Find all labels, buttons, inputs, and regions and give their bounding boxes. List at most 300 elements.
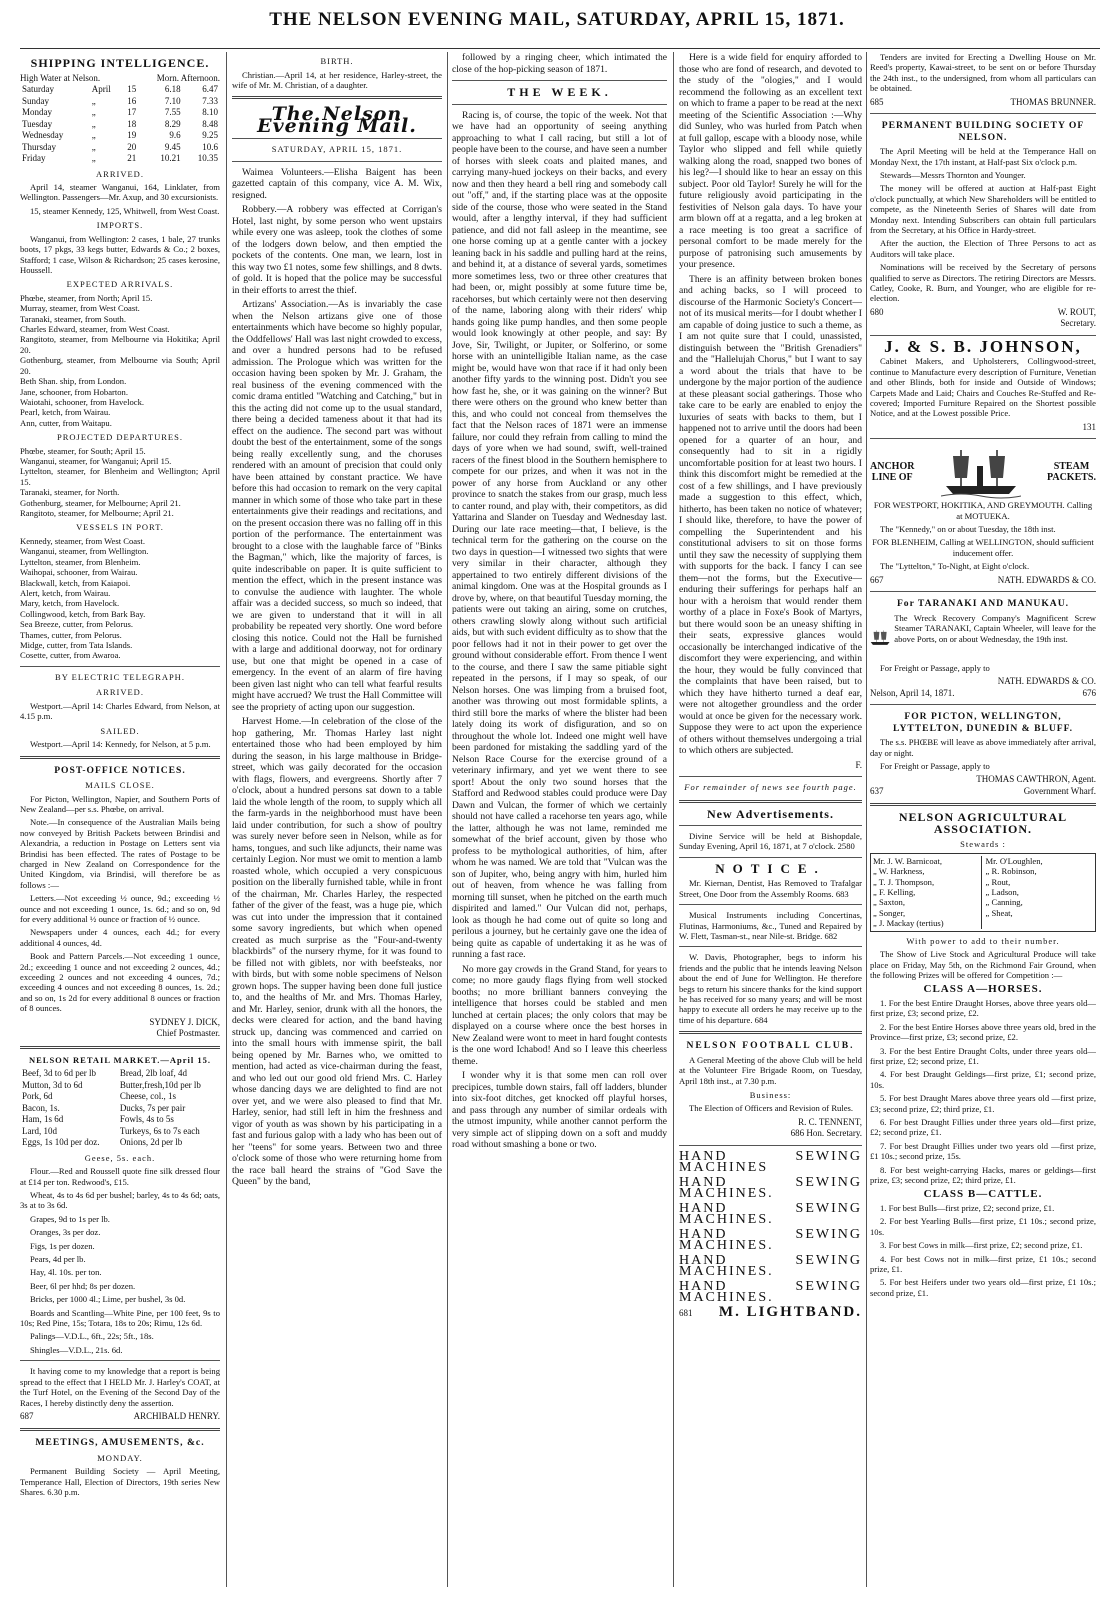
tide-cell: April bbox=[91, 84, 111, 94]
stewards-heading: Stewards : bbox=[960, 839, 1006, 850]
football-heading: NELSON FOOTBALL CLUB. bbox=[686, 1040, 855, 1052]
article-signature: F. bbox=[855, 759, 862, 770]
cattle-prizes bbox=[870, 1203, 1096, 1298]
henry-signature: ARCHIBALD HENRY. bbox=[133, 1410, 220, 1421]
sewing-machines-ad bbox=[679, 1148, 862, 1306]
the-week-heading: THE WEEK. bbox=[507, 85, 612, 99]
divider bbox=[232, 138, 442, 139]
vessel-item: Alert, ketch, from Wairau. bbox=[20, 588, 111, 598]
tide-cell: Friday bbox=[22, 153, 46, 163]
tide-cell: Monday bbox=[22, 107, 52, 117]
show-announcement: The Show of Live Stock and Agricultural Produce will take place on Friday, May 5th, on the Richmond Fair Ground, when the following Prizes will be offered for Competition :— bbox=[870, 949, 1096, 980]
vessel-item: Lyttelton, steamer, from Blenheim. bbox=[20, 556, 141, 567]
anchor-left bbox=[870, 461, 914, 484]
cattle-prize: 3. For best Cows in milk—first prize, £2; second prize, £1. bbox=[880, 1240, 1083, 1251]
market-cell: Eggs, 1s 10d per doz. bbox=[22, 1137, 100, 1148]
arrived-item: 15, steamer Kennedy, 125, Whitwell, from West Coast. bbox=[30, 205, 220, 216]
market-line: Oranges, 3s per doz. bbox=[30, 1227, 101, 1238]
imports-heading: IMPORTS. bbox=[96, 220, 144, 231]
pbs-auditors: After the auction, the Election of Three Persons to act as Auditors will take place. bbox=[870, 238, 1096, 259]
tenders-signature: THOMAS BRUNNER. bbox=[1010, 96, 1096, 107]
expected-item: Jane, schooner, from Hobarton. bbox=[20, 386, 129, 397]
sewing-machine-line: HAND SEWING MACHINES bbox=[679, 1148, 862, 1176]
steward-name: „ Saxton, bbox=[873, 897, 905, 908]
steward-name: „ Canning, bbox=[985, 897, 1023, 908]
divider bbox=[20, 666, 220, 667]
johnson-number: 131 bbox=[1082, 421, 1096, 432]
tide-cell: Wednesday bbox=[22, 130, 64, 140]
tide-cell: „ bbox=[91, 153, 96, 163]
market-cell: Lard, 10d bbox=[22, 1125, 57, 1136]
article-paragraph: Racing is, of course, the topic of the week. Not that we have had an opportunity of seeing anything approaching to what I call racing, but still a lot of people have been to the course, and have seen a number of horses with sleek coats and plaited manes, and carrying many-hued jockeys on their backs, and every now and then they heard a bell ring and somebody call out "off," and, if the starting place was at the opposite side of the course, those who were seated in the Stand would, after a lengthy interval, if they had sufficient patience, and did not fall asleep in the meantime, see one horse coming up at a gentle canter with a jockey leaning back in his saddle and pulling hard at the reins, and behind it, at a distance of several yards, sometimes more sometimes less, two or three other creatures that had been, or, might possibly at some future time be, racehorses, but which certainly were not then deserving of the name, laboring along with their riders' whip hands going like pump handles, and then some people would look knowingly at other people, and say: By Jove, Sir, Twilight, or Jupiter, or Solferino, or some horse with an unintelligible Italian name, as the case might be, would have won that race if it had only been another fifty yards to the winning post. Didn't you see how fast he, she, or it was gaining on the winner? But there were others on the ground who knew better than this, and who could not conceal from themselves the fact that the Nelson races of 1871 were an immense failure, nor could they refrain from calling to mind the days of yore when we had sound, swift, well-trained racers of the finest blood in the Southern hemisphere to compete for our prizes, and when it was not in the power of any horse from Auckland or any other province to snatch the stakes from our grasp, much less to canter round, and play with, their competitors, as did Yattarina and Slander on Tuesday and Wednesday last. During our late race meeting—that, I believe, is the technical term for the gathering on the course on the two days in question—I witnessed two sights that were very similar in their character, although they appertained to two entirely different divisions of the animal kingdom. One was at the Hospital grounds as I drove by, where, on that beautiful Tuesday morning, the patients were out taking an airing, some on crutches, others crawling slowly along without such artificial aids, but with such evident difficulty as to show that the poor fellows had it not in their power to get over the ground without considerable effort. From thence I went to the course, and there I saw the same pitiable sight repeated in the persons, if I may so speak, of our Nelson horses. One was limping from a bruised foot, another was throwing out most formidable splints, a third still bore the marks of where the blister had been lately doing its work of disfiguration, and so on throughout the whole lot. Indeed one might well have been pardoned for mistaking the saddling yard of the Nelson Race Course for the exercise ground of a veterinary infirmary, and yet we went there to see sport! About the only two sound horses that the Stafford and Redwood stables could produce were Day Dawn and Vulcan, the former of which we certainly should not have called a racehorse ten years ago, while the latter, although he was not lame, reminded me somewhat of the brief account, given by those who profess to be mythological authorities, of him, after whom he was named. We are told that "Vulcan was the son of Jupiter, who, being angry with him, hurled him out of heaven, from whence he was falling from morning till sunset, when he pitched on the earth much dispirited and lamed." Our Vulcan did not, perhaps, look as though he had come out of quite so long and perilous a journey, but he certainly gave one the idea of being quite as capable of undertaking it as he was of running a fast race. bbox=[452, 109, 667, 960]
meetings-heading: MEETINGS, AMUSEMENTS, &c. bbox=[35, 1437, 205, 1449]
blenheim-route: FOR BLENHEIM, Calling at WELLINGTON, should sufficient inducement offer. bbox=[872, 537, 1094, 558]
building-society-heading: PERMANENT BUILDING SOCIETY OF NELSON. bbox=[881, 120, 1085, 143]
market-row bbox=[20, 1114, 220, 1126]
letters-rate: Letters.—Not exceeding ½ ounce, 9d.; exceeding ½ ounce and not exceeding 1 ounce, 1s. 6d.; and so on, 9d for every additional ½ ounce or fraction of ½ ounce. bbox=[20, 893, 220, 925]
tide-cell: 9.6 bbox=[169, 130, 181, 140]
expected-item: Taranaki, steamer, from South. bbox=[20, 313, 126, 324]
column-divider bbox=[226, 52, 227, 1587]
new-ads-heading: New Advertisements. bbox=[707, 806, 834, 821]
vessel-item: Waihopai, schooner, from Wairau. bbox=[20, 567, 138, 578]
horse-prize: 8. For best weight-carrying Hacks, mares or geldings—first prize, £3; second prize, £2; third prize, £1. bbox=[870, 1164, 1096, 1185]
post-office-heading: POST-OFFICE NOTICES. bbox=[54, 764, 186, 776]
tide-cell: Saturday bbox=[22, 84, 54, 94]
the-week-article bbox=[452, 110, 667, 1151]
stewards-power: With power to add to their number. bbox=[906, 935, 1060, 946]
tide-cell: 21 bbox=[127, 153, 137, 163]
tide-cell: 7.10 bbox=[164, 95, 181, 106]
divider bbox=[20, 756, 220, 759]
vessels-heading: VESSELS IN PORT. bbox=[76, 522, 164, 533]
expected-item: Rangitoto, steamer, from Melbourne via Hokitika; April 20. bbox=[20, 334, 220, 355]
projected-heading: PROJECTED DEPARTURES. bbox=[57, 432, 183, 443]
tide-cell: 8.48 bbox=[202, 118, 218, 129]
johnson-ad: Cabinet Makers, and Upholsterers, Collingwood-street, continue to Manufacture every description of Furniture, Venetian and other Blinds, both for inside and Outside of Windows; Carpets Made and Laid; Chairs and Couches Re-Stuffed and Re-covered; Imported Furniture Repaired on the Shortest possible Notice, and at the Lowest possible Price. bbox=[870, 356, 1096, 419]
vessel-item: Kennedy, steamer, from West Coast. bbox=[20, 535, 145, 546]
postmaster-title: Chief Postmaster. bbox=[156, 1028, 220, 1039]
top-rule bbox=[20, 48, 1100, 49]
expected-item: Murray, steamer, from West Coast. bbox=[20, 303, 140, 314]
vessel-item: Sea Breeze, cutter, from Pelorus. bbox=[20, 619, 134, 630]
market-cell: Butter,fresh,10d per lb bbox=[119, 1079, 201, 1090]
horse-prize: 7. For best Draught Fillies under two years old —first prize, £1 10s.; second prize, 15s. bbox=[870, 1140, 1096, 1162]
projected-item: Phœbe, steamer, for South; April 15. bbox=[20, 445, 146, 456]
divider bbox=[452, 80, 667, 81]
divine-service-ad: Divine Service will be held at Bishopdale, Sunday Evening, April 16, 1871, at 7 o'clock. 2580 bbox=[679, 831, 862, 852]
henry-signature-row bbox=[20, 1411, 220, 1423]
horse-prize: 4. For best Draught Geldings—first prize, £1; second prize, 10s. bbox=[870, 1069, 1096, 1090]
projected-item: Gothenburg, steamer, for Melbourne; April 21. bbox=[20, 497, 181, 508]
horse-prize: 1. For the best Entire Draught Horses, above three years old—first prize, £3; second prize, £2. bbox=[870, 997, 1096, 1019]
tide-cell: 10.6 bbox=[202, 141, 218, 152]
market-cell: Turkeys, 6s to 7s each bbox=[119, 1125, 200, 1136]
tide-row bbox=[20, 84, 220, 96]
market-cell: Fowls, 4s to 5s bbox=[119, 1114, 174, 1125]
expected-item: Ann, cutter, from Waitapu. bbox=[20, 417, 112, 428]
market-row bbox=[20, 1068, 220, 1080]
tide-row bbox=[20, 96, 220, 108]
market-line: Bricks, per 1000 4l.; Lime, per bushel, 3s 0d. bbox=[30, 1294, 186, 1305]
stewards-left bbox=[873, 856, 981, 929]
tel-sailed-heading: SAILED. bbox=[100, 725, 140, 736]
market-line: Figs, 1s per dozen. bbox=[30, 1240, 95, 1251]
tennent-name: R. C. TENNENT, bbox=[798, 1116, 862, 1127]
steward-name: „ J. Mackay (tertius) bbox=[873, 918, 944, 929]
expected-item: Charles Edward, steamer, from West Coast. bbox=[20, 324, 170, 335]
kiernan-ad: Mr. Kiernan, Dentist, Has Removed to Trafalgar Street, One Door from the Assembly Rooms. 683 bbox=[679, 878, 862, 899]
issue-date: SATURDAY, APRIL 15, 1871. bbox=[271, 144, 403, 155]
lightband-number: 681 bbox=[679, 1307, 693, 1318]
monday-text: Permanent Building Society — April Meeting, Temperance Hall, Election of Directors, 19th series New Shares. 6.30 p.m. bbox=[20, 1466, 220, 1498]
market-cell: Bread, 2lb loaf, 4d bbox=[119, 1068, 188, 1079]
tide-cell: 16 bbox=[127, 95, 137, 106]
expected-item: Phœbe, steamer, from North; April 15. bbox=[20, 292, 153, 303]
johnson-heading: J. & S. B. JOHNSON, bbox=[884, 336, 1082, 356]
tide-cell: Tuesday bbox=[22, 118, 53, 129]
sewing-machine-line: HAND SEWING MACHINES. bbox=[679, 1252, 862, 1280]
divider bbox=[870, 113, 1096, 114]
anchor-label: ANCHOR bbox=[870, 460, 915, 472]
tide-cell: 19 bbox=[127, 130, 137, 140]
steward-name: „ Songer, bbox=[873, 907, 906, 918]
westport-route: FOR WESTPORT, HOKITIKA, AND GREYMOUTH. Calling at MOTUEKA. bbox=[873, 500, 1093, 521]
steward-name: „ R. Robinson, bbox=[985, 866, 1037, 877]
article-paragraph: Harvest Home.—In celebration of the close of the hop gathering, Mr. Thomas Harley last night entertained those who had been employed by him during the season, in his large malthouse in Bridge-street, which was gaily decorated for the occasion with flags, flowers, and evergreens. Shortly after 7 o'clock, about a hundred persons sat down to a table laid the whole length of the room, to supply which all the farm-yards in the neighborhood must have been laid under contribution, for such a show of poultry was surely never before seen in Nelson, while as for hams, tongues, and such like adjuncts, their name was certainly Legion. Nor must we omit to mention a lamb roasted whole, which occupied a very conspicuous position on the liberally furnished table, while in front of the chairman, Mr. Charles Harley, the respected father of the giver of the feast, was a huge pie, which was cut into under the impression that it contained some savory ingredients, but which when opened created as much surprise as the "Four-and-twenty blackbirds" of the nursery rhyme, for it was found to be filled not with giblets, nor with beefsteaks, nor with birds, but with some noble specimens of Nelson grown hops. The supper having been done full justice to, and the healths of Mr. and Mrs. Thomas Harley, and Mr. Harley, senior, drunk with all the honors, the decks were cleared for action, and the band having struck up, dancing was commenced and carried on into the small hours with immense spirit, the ball being opened by Mr. Barnes who, we omitted to mention, had acted as vice-chairman during the feast, and who led out our good old friend Mrs. C. Harley whose dancing days we are delighted to find are not over yet, and we were also pleased to find that Mr. Harley, senior, had still left in him the freshness and vigor of youth as was shown by his participating in a fast and furious galop with a lady who has been out of her "teens" for some years. Between two and three o'clock some of those who were returning home from the race ball heard the strains of "God Save the Queen" by the band, bbox=[232, 716, 442, 1188]
edwards-name-2: NATH. EDWARDS & CO. bbox=[997, 676, 1096, 687]
tenders-number: 685 bbox=[870, 96, 884, 107]
tide-cell: 6.47 bbox=[202, 84, 218, 94]
divider bbox=[232, 96, 442, 99]
arrived-heading: ARRIVED. bbox=[96, 168, 144, 179]
horse-prize: 6. For best Draught Fillies under three years old—first prize, £2; second prize, £1. bbox=[870, 1116, 1096, 1138]
rout-name: W. ROUT, bbox=[1057, 306, 1096, 317]
mails-text: For Picton, Wellington, Napier, and Southern Ports of New Zealand—per s.s. Phœbe, on arrival. bbox=[20, 793, 220, 814]
cattle-prize: 5. For best Heifers under two years old—first prize, £1 10s.; second prize, £1. bbox=[870, 1277, 1096, 1298]
column-3 bbox=[452, 52, 667, 1587]
agricultural-heading: NELSON AGRICULTURAL ASSOCIATION. bbox=[898, 810, 1068, 836]
steward-name: „ W. Harkness, bbox=[873, 866, 925, 877]
birth-heading: BIRTH. bbox=[320, 56, 354, 66]
steward-name: „ T. J. Thompson, bbox=[873, 876, 935, 887]
market-heading: NELSON RETAIL MARKET.—April 15. bbox=[28, 1054, 212, 1065]
tide-cell: „ bbox=[91, 118, 96, 129]
divider bbox=[232, 161, 442, 162]
tide-cell: „ bbox=[91, 95, 96, 106]
cattle-prize: 4. For best Cows not in milk—first prize, £1 10s.; second prize, £1. bbox=[870, 1253, 1096, 1274]
tide-cell: 7.33 bbox=[202, 95, 218, 106]
pbs-stewards: Stewards—Messrs Thornton and Younger. bbox=[880, 169, 1026, 180]
tide-cell: „ bbox=[91, 141, 96, 152]
phoebe-freight: For Freight or Passage, apply to bbox=[880, 760, 990, 771]
henry-notice-number: 687 bbox=[20, 1410, 34, 1421]
musical-instruments-ad: Musical Instruments including Concertinas, Flutinas, Harmoniums, &c., Tuned and Repaired by W. Flett, Tasman-st., near Nile-st. Bridge. 682 bbox=[679, 910, 862, 941]
divider bbox=[870, 591, 1096, 592]
tide-cell: 20 bbox=[127, 141, 137, 152]
projected-item: Rangitoto, steamer, for Melbourne; April 21. bbox=[20, 508, 174, 519]
steward-name: „ Rout, bbox=[985, 876, 1011, 887]
rout-title: Secretary. bbox=[1060, 318, 1096, 329]
market-line: Grapes, 9d to 1s per lb. bbox=[30, 1213, 110, 1224]
tide-row bbox=[20, 130, 220, 142]
football-text: A General Meeting of the above Club will be held at the Volunteer Fire Brigade Room, on Tuesday, April 18th inst., at 7.30 p.m. bbox=[679, 1054, 862, 1086]
divider bbox=[20, 1046, 220, 1049]
packets-label: PACKETS. bbox=[1046, 472, 1096, 484]
anchor-right bbox=[1047, 461, 1096, 484]
business-text: The Election of Officers and Revision of Rules. bbox=[689, 1103, 854, 1114]
projected-list bbox=[20, 446, 220, 519]
market-table bbox=[20, 1068, 220, 1149]
pbs-auction: The money will be offered at auction at Half-past Eight o'clock punctually, at which New Shareholders will be entitled to compete, as the Nineteenth Series of Shares will date from Monday next. Intending Subscribers can obtain full particulars from the Secretary, at his Office in Hardy-street. bbox=[870, 183, 1096, 235]
tide-cell: 15 bbox=[127, 84, 137, 94]
pbs-nominations: Nominations will be received by the Secretary of persons qualified to serve as Directors. The retiring Directors are Messrs. Catley, Cooke, R. Burn, and Younger, who are eligible for re-election. bbox=[870, 262, 1096, 304]
tide-table bbox=[20, 84, 220, 165]
tide-cell: 10.21 bbox=[160, 153, 181, 163]
projected-item: Taranaki, steamer, for North. bbox=[20, 487, 120, 498]
tide-cell: 10.35 bbox=[197, 153, 218, 163]
steward-name: „ F. Kelling, bbox=[873, 887, 916, 898]
postage-note: Note.—In consequence of the Australian Mails being now conveyed by British Packets between Brindisi and Alexandria, a reduction in Postage on Letters sent via Brindisi has been effected. The rates of Postage to be charged in New Zealand on Correspondence for the United Kingdom, via Brindisi, will therefore be as follows :— bbox=[20, 817, 220, 890]
column-divider bbox=[866, 52, 867, 1587]
col4-article bbox=[679, 52, 862, 757]
divider bbox=[679, 825, 862, 826]
market-cell: Pork, 6d bbox=[22, 1091, 53, 1102]
steam-label: STEAM bbox=[1053, 460, 1090, 472]
tide-cell: 7.55 bbox=[164, 107, 181, 117]
anchor-line-header bbox=[870, 444, 1096, 500]
expected-item: Waiotahi, schooner, from Havelock. bbox=[20, 396, 145, 407]
market-row bbox=[20, 1080, 220, 1092]
article-paragraph: I wonder why it is that some men can roll over precipices, tumble down stairs, fall off ladders, blunder into six-foot ditches, get knocked off playful horses, and pass through any number of similar ordeals with the utmost impunity, while another cannot perform the very simple act of slipping down on a soft and muddy road without smashing a bone or two. bbox=[452, 1070, 667, 1150]
tide-cell: „ bbox=[91, 130, 96, 140]
hon-secretary: 686 Hon. Secretary. bbox=[790, 1128, 862, 1139]
imports-text: Wanganui, from Wellington: 2 cases, 1 bale, 27 trunks boots, 17 pkgs, 33 kegs butter, Edwards & Co.; 2 boxes, Stafford; 1 case, Wilson & Richardson; 25 cases kerosine, Houssell. bbox=[20, 233, 220, 275]
edwards-row bbox=[870, 575, 1096, 587]
arrived-list bbox=[20, 182, 220, 216]
vessel-item: Cosette, cutter, from Awaroa. bbox=[20, 650, 121, 661]
line-of-label: LINE OF bbox=[871, 472, 913, 484]
column-divider bbox=[673, 52, 674, 1587]
article-paragraph: Here is a wide field for enquiry afforded to those who are fond of research, and devoted to the study of the "ologies," and I would recommend the following as an excellent text on which to frame a paper to be read at the next meeting of the Scientific Association :—Why did Sunley, who was hurled from Patch when at full gallop, escape with a bloody nose, while Taylor who slipped and fell while quietly walking along the road, snapped two bones of his leg?—I should like to hear an essay on this subject. Poor old Taylor! Surely he will for the future religiously avoid participating in the festivities of Nelson gala days. To have your arm blown off at a regatta, and a leg broken at a race meeting is too great a sacrifice of personal comfort to be made merely for the purpose of patronising such amusements by your presence. bbox=[679, 52, 862, 270]
market-line: Palings—V.D.L., 6ft., 22s; 5ft., 18s. bbox=[30, 1331, 154, 1342]
henry-notice: It having come to my knowledge that a report is being spread to the effect that I HELD Mr. J. Harley's COAT, at the Turf Hotel, on the Evening of the Second Day of the Races, I hereby distinctly deny the assertion. bbox=[20, 1366, 220, 1408]
market-line: Pears, 4d per lb. bbox=[30, 1254, 86, 1265]
birth-notice: Christian.—April 14, at her residence, Harley-street, the wife of Mr. M. Christian, of a daughter. bbox=[232, 69, 442, 90]
divider bbox=[20, 1360, 220, 1361]
vessel-item: Midge, cutter, from Tata Islands. bbox=[20, 640, 133, 651]
geese-price: Geese, 5s. each. bbox=[84, 1152, 156, 1163]
edwards-name: NATH. EDWARDS & CO. bbox=[997, 574, 1096, 585]
tenders-signature-row bbox=[870, 97, 1096, 109]
hop-ending: followed by a ringing cheer, which intimated the close of the hop-picking season of 1871. bbox=[452, 52, 667, 75]
horses-prizes bbox=[870, 998, 1096, 1186]
divider bbox=[679, 946, 862, 947]
business-heading: Business: bbox=[749, 1089, 792, 1100]
divider bbox=[679, 857, 862, 858]
newspapers-rate: Newspapers under 4 ounces, each 4d.; for every additional 4 ounces, 4d. bbox=[20, 927, 220, 948]
market-cell: Cheese, col., 1s bbox=[119, 1091, 177, 1102]
market-line: Hay, 4l. 10s. per ton. bbox=[30, 1267, 102, 1278]
horse-prize: 3. For the best Entire Draught Colts, under three years old—first prize, £2; second prize, £1. bbox=[870, 1045, 1096, 1066]
article-paragraph: No more gay crowds in the Grand Stand, for years to come; no more gaudy flags flying from well stocked booths; no more brilliant banners conveying the intelligence that horses could be stabled and men lunched at certain places; the only colors that may be displayed on a course where once the best horses in New Zealand were wont to meet in hard fought contests is the one word Ichabod! And so I leave this cheerless theme. bbox=[452, 963, 667, 1067]
lightband-name: M. LIGHTBAND. bbox=[718, 1303, 862, 1320]
nelson-date: Nelson, April 14, 1871. bbox=[870, 687, 955, 698]
taranaki-freight: For Freight or Passage, apply to bbox=[880, 662, 990, 673]
tide-cell: Thursday bbox=[22, 141, 56, 152]
remainder-note: For remainder of news see fourth page. bbox=[684, 782, 857, 792]
divider bbox=[870, 803, 1096, 806]
nelson-date-row bbox=[870, 688, 1096, 700]
sewing-machine-line: HAND SEWING MACHINES. bbox=[679, 1200, 862, 1228]
notice-heading: NOTICE. bbox=[715, 860, 826, 876]
steward-name: Mr. J. W. Barnicoat, bbox=[873, 855, 942, 866]
tide-row bbox=[20, 107, 220, 119]
postmaster-name: SYDNEY J. DICK, bbox=[149, 1016, 220, 1027]
expected-item: Beth Shan. ship, from London. bbox=[20, 376, 127, 387]
tide-cell: 17 bbox=[127, 107, 137, 117]
stewards-right bbox=[981, 856, 1094, 929]
lyttelton-sailing: The "Lyttelton," To-Night, at Eight o'clock. bbox=[880, 561, 1030, 572]
market-row bbox=[20, 1137, 220, 1149]
edwards-number: 667 bbox=[870, 574, 884, 585]
ship-icon bbox=[870, 613, 890, 663]
arrived-item: April 14, steamer Wanganui, 164, Linklater, from Wellington. Passengers—Mr. Axup, and 30 excursionists. bbox=[20, 182, 220, 203]
cawthron-name: THOMAS CAWTHRON, Agent. bbox=[976, 774, 1096, 785]
vessel-item: Mary, ketch, from Havelock. bbox=[20, 598, 120, 609]
column-1 bbox=[20, 52, 220, 1587]
tide-cell: 18 bbox=[127, 118, 137, 129]
tide-cell: 8.29 bbox=[164, 118, 181, 129]
expected-item: Pearl, ketch, from Wairau. bbox=[20, 407, 111, 418]
stewards-box bbox=[870, 853, 1096, 932]
article-paragraph: Waimea Volunteers.—Elisha Baigent has been gazetted captain of this company, vice A. M. Wix, resigned. bbox=[232, 166, 442, 201]
sewing-machine-line: HAND SEWING MACHINES. bbox=[679, 1174, 862, 1202]
tenders-ad: Tenders are invited for Erecting a Dwelling House on Mr. Reed's property, Kawai-street, to be sent on or before Thursday the 24th inst., to the undersigned, from whom all particulars can be obtained. bbox=[870, 52, 1096, 94]
vessels-list bbox=[20, 536, 220, 661]
market-cell: Beef, 3d to 6d per lb bbox=[22, 1068, 96, 1079]
davis-photographer-ad: W. Davis, Photographer, begs to inform his friends and the public that he intends leaving Nelson about the end of June for Wellington. He therefore begs to return his sincere thanks for the kind support he has received for so many years; and will be most happy to execute all orders he may receive up to the time of his departure. 684 bbox=[679, 952, 862, 1025]
taranaki-ad bbox=[870, 613, 1096, 663]
projected-item: Lyttelton, steamer, for Blenheim and Wellington; April 15. bbox=[20, 466, 220, 487]
market-cell: Bacon, 1s. bbox=[22, 1102, 60, 1113]
market-line: Flour.—Red and Roussell quote fine silk dressed flour at £14 per ton. Redwood's, £15. bbox=[20, 1166, 220, 1187]
tide-cell: 9.45 bbox=[164, 141, 181, 152]
books-rate: Book and Pattern Parcels.—Not exceeding 1 ounce, 2d.; exceeding 1 ounce and not exceeding 2 ounces, 4d.; exceeding 2 ounces and not exceeding 4 ounces, 7d.; exceeding 4 ounces and not exceeding 8 ounces, 1s. 2d.; and so on, 1s 2d for every additional 8 ounces or fraction of 8 ounces. bbox=[20, 951, 220, 1014]
tide-cell: 6.18 bbox=[164, 84, 181, 94]
taranaki-text: The Wreck Recovery Company's Magnificent Screw Steamer TARANAKI, Captain Wheeler, will leave for the above Ports, on or about Wednesday, the 19th inst. bbox=[894, 612, 1096, 644]
morn-aft-label: Morn. Afternoon. bbox=[156, 72, 220, 83]
divider bbox=[679, 904, 862, 905]
taranaki-heading: For TARANAKI AND MANUKAU. bbox=[896, 598, 1070, 610]
divider bbox=[870, 704, 1096, 705]
paper-title: The Nelson Evening Mail. bbox=[257, 103, 417, 137]
column-2 bbox=[232, 52, 442, 1587]
ad-number-676: 676 bbox=[1082, 687, 1096, 698]
monday-heading: MONDAY. bbox=[97, 1452, 143, 1463]
cattle-prize: 1. For best Bulls—first prize, £2; second prize, £1. bbox=[880, 1202, 1055, 1213]
masthead: THE NELSON EVENING MAIL, SATURDAY, APRIL 15, 1871. bbox=[269, 9, 845, 30]
expected-list bbox=[20, 293, 220, 428]
rout-row bbox=[870, 307, 1096, 319]
divider bbox=[679, 1031, 862, 1034]
col2-articles bbox=[232, 167, 442, 1188]
cattle-prize: 2. For best Yearling Bulls—first prize, £1 10s.; second prize, 10s. bbox=[870, 1216, 1096, 1237]
vessel-item: Collingwood, ketch, from Bark Bay. bbox=[20, 608, 146, 619]
kennedy-sailing: The "Kennedy," on or about Tuesday, the 18th inst. bbox=[880, 524, 1056, 535]
mails-heading: MAILS CLOSE. bbox=[85, 780, 155, 791]
expected-heading: EXPECTED ARRIVALS. bbox=[66, 279, 174, 290]
tel-arrived-heading: ARRIVED. bbox=[96, 687, 144, 698]
tel-arrived-text: Westport.—April 14: Charles Edward, from Nelson, at 4.15 p.m. bbox=[20, 700, 220, 722]
lightband-row bbox=[679, 1303, 862, 1320]
article-paragraph: Robbery.—A robbery was effected at Corrigan's Hotel, last night, by some person who went upstairs while every one was asleep, took the clothes of some of the lodgers down below, and then emptied the pockets of the contents. One man, we learn, lost in this way two £1 notes, some few shillings, and 8 dwts. of gold. It is hoped that the police may be successful in their efforts to arrest the thief. bbox=[232, 204, 442, 296]
column-4 bbox=[679, 52, 862, 1587]
market-line: Shingles—V.D.L., 21s. 6d. bbox=[30, 1344, 123, 1355]
pbs-meeting: The April Meeting will be held at the Temperance Hall on Monday Next, the 17th instant, at Half-past Six o'clock p.m. bbox=[870, 146, 1096, 167]
article-paragraph: Artizans' Association.—As is invariably the case when the Nelson artizans give one of those entertainments which have become so highly popular, the Oddfellows' Hall was last night crowded to excess, and over a hundred persons had to be refused admission. The Prologue which was written for the occasion having been spoken by Mr. J. Graham, the real business of the evening commenced with the comic drama entitled "Watching and Catching," but in this the acting did not come up to the usual standard, there being a decided tameness about it that had its effect on the audience. The second part was without doubt the best of the entertainment, some of the songs being really excellently sung, and the choruses rendered with an amount of precision that could only have been attained by constant practice. We have before this had occasion to remark on the very capital manner in which some of those who take part in these entertainments give their readings and recitations, and on the present occasion there was no falling off in this portion of the performance. The entertainment was brought to a close with the laughable farce of "Binks the Bagman," which, like the majority of farces, is quite indescribable on paper. It is quite sufficient to mention the effect, which in the present instance was to convulse the audience with laughter. The whole affair was a decided success, so much so indeed, that we are given to understand that it will in all probability be repeated very shortly. One word before closing this notice. Could not the Hall be furnished with a large and additional doorway, not for ordinary use, but one that might be opened in a case of emergency. In the event of an alarm of fire having been given last night who can tell what fearful results might have accrued? We trust the Hall Committee will see the propriety of acting upon our suggestion. bbox=[232, 299, 442, 713]
steward-name: „ Ladson, bbox=[985, 887, 1019, 898]
tide-row bbox=[20, 142, 220, 154]
market-row bbox=[20, 1091, 220, 1103]
sewing-machine-line: HAND SEWING MACHINES. bbox=[679, 1278, 862, 1306]
cawthron-number: 637 bbox=[870, 785, 884, 796]
market-cell: Onions, 2d per lb bbox=[119, 1137, 183, 1148]
market-line: Boards and Scantling—White Pine, per 100 feet, 9s to 10s; Red Pine, 15s; Totara, 18s to 20s; Rimu, 12s 6d. bbox=[20, 1307, 220, 1329]
divider bbox=[870, 438, 1096, 439]
tide-row bbox=[20, 119, 220, 131]
market-text bbox=[20, 1166, 220, 1355]
picton-heading: FOR PICTON, WELLINGTON, LYTTELTON, DUNEDIN & BLUFF. bbox=[892, 711, 1074, 734]
cawthron-row bbox=[870, 786, 1096, 798]
projected-item: Wanganui, steamer, for Wanganui; April 15. bbox=[20, 456, 172, 467]
divider bbox=[679, 800, 862, 803]
market-row bbox=[20, 1126, 220, 1138]
telegraph-heading: BY ELECTRIC TELEGRAPH. bbox=[55, 671, 185, 682]
horse-prize: 2. For the best Entire Horses above three years old, bred in the Province—first prize, £3; second prize, £2. bbox=[870, 1021, 1096, 1043]
tide-cell: Sunday bbox=[22, 95, 49, 106]
vessel-item: Wanganui, steamer, from Wellington. bbox=[20, 546, 149, 557]
divider bbox=[679, 1145, 862, 1146]
expected-item: Gothenburg, steamer, from Melbourne via South; April 20. bbox=[20, 355, 220, 376]
divider bbox=[679, 776, 862, 777]
market-line: Wheat, 4s to 4s 6d per bushel; barley, 4s to 4s 6d; oats, 3s at to 3s 6d. bbox=[20, 1190, 220, 1211]
tide-cell: „ bbox=[91, 107, 96, 117]
vessel-item: Thames, cutter, from Pelorus. bbox=[20, 629, 122, 640]
column-5 bbox=[870, 52, 1096, 1587]
market-row bbox=[20, 1103, 220, 1115]
high-water-label: High Water at Nelson. bbox=[20, 72, 101, 83]
high-water-header bbox=[20, 73, 220, 85]
column-divider bbox=[447, 52, 448, 1587]
rout-number: 680 bbox=[870, 306, 884, 317]
steamship-icon bbox=[941, 444, 1021, 500]
steward-name: Mr. O'Loughlen, bbox=[985, 855, 1043, 866]
market-cell: Mutton, 3d to 6d bbox=[22, 1079, 83, 1090]
tide-cell: 8.10 bbox=[202, 107, 218, 117]
article-paragraph: There is an affinity between broken bones and aching backs, so I will proceed to discourse of the Harmonic Society's Concert—not of its musical merits—for I doubt whether I am capable of doing justice to such a theme, as I am not quite sure that I could, unassisted, distinguish between the "British Grenadiers" and the "Hallelujah Chorus," but I want to say a word about the trials that have to be undergone by the major portion of the audience at these pleasant social gatherings. Those who take care to be early are enabled to enjoy the luxuries of seats with backs to them, but I happened not to arrive until the doors had been opened for a quarter of an hour, and consequently had to sit in a rigidly uncomfortable position for at least two hours. I think this discomfort might be remedied at the cost of a few shillings, and I have previously made a suggestion to this effect, which, hitherto, has been taken no notice of whatever; I should like, therefore, to have the power of compelling the Superintendent and his constitutional advisers to sit on those forms until they saw the necessity of supplying them with supports for the back. I fancy I can see them—not the forms, but the Executive—enduring their sufferings for perhaps half an hour with a heroism that would render them worthy of a place in Foxe's Book of Martyrs, but there would soon be an uneasy shifting in their seats, expressive glances would occasionally be interchanged indicative of the discomfort they were experiencing, and within the hour, they would be fully convinced that the complaints that have been raised, but to which they have hitherto turned a deaf ear, were not altogether groundless and the order would at once be given for the necessary work. Suppose they were to act upon the experience of others without themselves undergoing a trial to which others are subjected. bbox=[679, 273, 862, 756]
vessel-item: Blackwall, ketch, from Kaiapoi. bbox=[20, 577, 131, 588]
market-line: Beer, 6l per hhd; 8s per dozen. bbox=[30, 1280, 136, 1291]
sewing-machine-line: HAND SEWING MACHINES. bbox=[679, 1226, 862, 1254]
market-cell: Ducks, 7s per pair bbox=[119, 1102, 186, 1113]
phoebe-text: The s.s. PHŒBE will leave as above immediately after arrival, day or night. bbox=[870, 737, 1096, 758]
government-wharf: Government Wharf. bbox=[1023, 785, 1096, 796]
class-a-heading: CLASS A—HORSES. bbox=[923, 983, 1043, 996]
divider bbox=[20, 1428, 220, 1431]
tide-row bbox=[20, 153, 220, 165]
divider bbox=[452, 104, 667, 105]
